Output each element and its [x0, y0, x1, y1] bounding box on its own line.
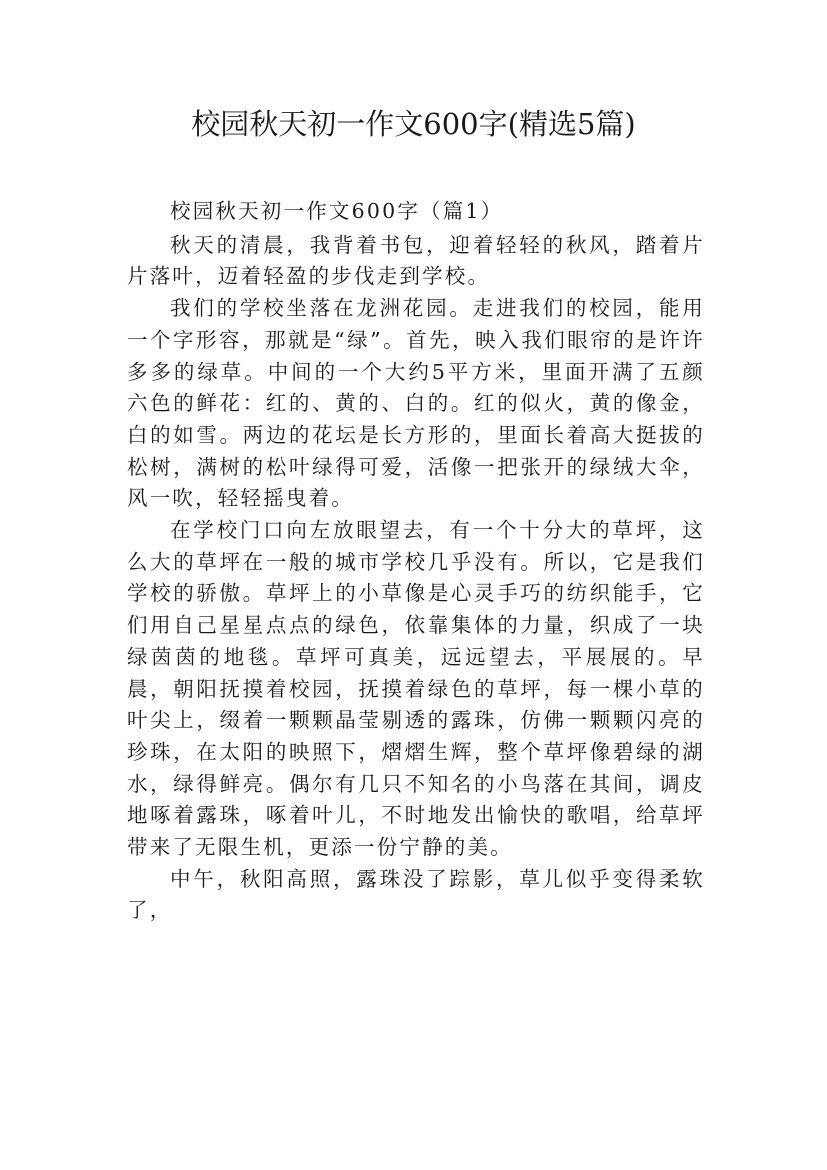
- body-paragraph: 在学校门口向左放眼望去，有一个十分大的草坪，这么大的草坪在一般的城市学校几乎没有。所以，它是我们学校的骄傲。草坪上的小草像是心灵手巧的纺织能手，它们用自己星星点点的绿色，依靠集体的力量，织成了一块绿茵茵的地毯。草坪可真美，远远望去，平展展的。早晨，朝阳抚摸着校园，抚摸着绿色的草坪，每一棵小草的叶尖上，缀着一颗颗晶莹剔透的露珠，仿佛一颗颗闪亮的珍珠，在太阳的映照下，熠熠生辉，整个草坪像碧绿的湖水，绿得鲜亮。偶尔有几只不知名的小鸟落在其间，调皮地啄着露珠，啄着叶儿，不时地发出愉快的歌唱，给草坪带来了无限生机，更添一份宁静的美。: [127, 518, 705, 860]
- body-paragraph: 秋天的清晨，我背着书包，迎着轻轻的秋风，踏着片片落叶，迈着轻盈的步伐走到学校。: [127, 232, 705, 289]
- document-title: 校园秋天初一作文600字(精选5篇): [191, 107, 636, 141]
- section-heading: 校园秋天初一作文600字（篇1）: [170, 199, 504, 223]
- body-paragraph: 我们的学校坐落在龙洲花园。走进我们的校园，能用一个字形容，那就是“绿”。首先，映入我们眼帘的是许许多多的绿草。中间的一个大约5平方米，里面开满了五颜六色的鲜花：红的、黄的、白的。红的似火，黄的像金，白的如雪。两边的花坛是长方形的，里面长着高大挺拔的松树，满树的松叶绿得可爱，活像一把张开的绿绒大伞，风一吹，轻轻摇曳着。: [127, 296, 705, 511]
- body-paragraph: 中午，秋阳高照，露珠没了踪影，草儿似乎变得柔软了，: [127, 866, 705, 923]
- document-body: [127, 196, 705, 927]
